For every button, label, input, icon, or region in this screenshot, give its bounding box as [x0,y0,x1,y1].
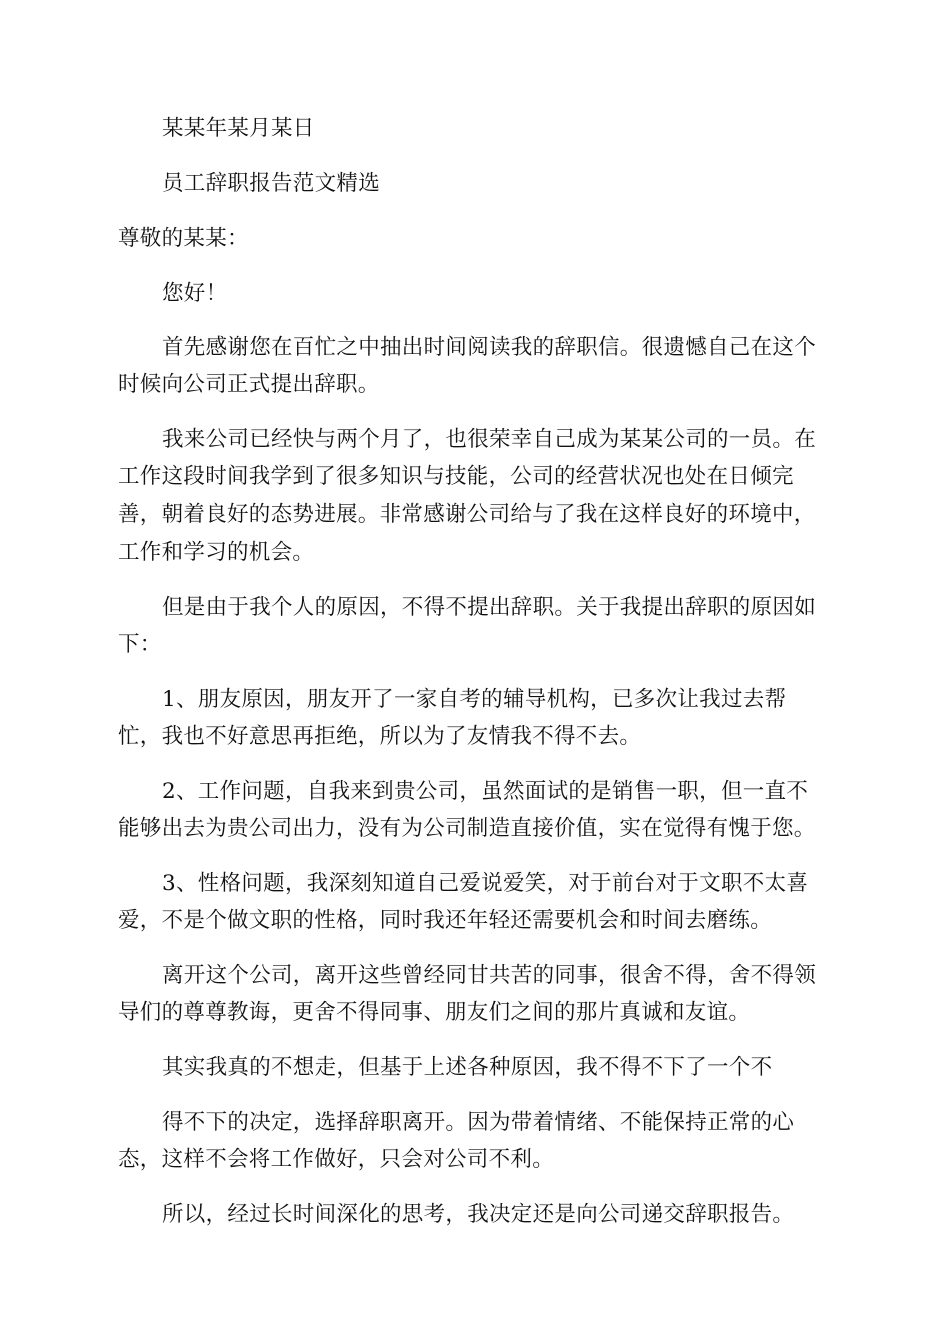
paragraph-2-line-1: 我来公司已经快与两个月了，也很荣幸自己成为某某公司的一员。在 [162,427,817,452]
paragraph-5-line-2: 能够出去为贵公司出力，没有为公司制造直接价值，实在觉得有愧于您。 [118,816,816,841]
paragraph-4-line-1: 1、朋友原因，朋友开了一家自考的辅导机构，已多次让我过去帮 [162,687,787,712]
paragraph-2-line-3: 善，朝着良好的态势进展。非常感谢公司给与了我在这样良好的环境中， [118,502,816,527]
paragraph-1-line-1: 首先感谢您在百忙之中抽出时间阅读我的辞职信。很遗憾自己在这个 [162,335,817,360]
paragraph-3-line-2: 下： [118,632,162,657]
paragraph-7-line-1: 离开这个公司，离开这些曾经同甘共苦的同事，很舍不得，舍不得领 [162,963,817,988]
paragraph-8-line-1: 其实我真的不想走，但基于上述各种原因，我不得不下了一个不 [162,1055,773,1080]
paragraph-3-line-1: 但是由于我个人的原因，不得不提出辞职。关于我提出辞职的原因如 [162,595,817,620]
paragraph-1-line-2: 时候向公司正式提出辞职。 [118,372,380,397]
date-line: 某某年某月某日 [162,116,315,141]
paragraph-9-line-2: 态，这样不会将工作做好，只会对公司不利。 [118,1147,555,1172]
paragraph-9-line-1: 得不下的决定，选择辞职离开。因为带着情绪、不能保持正常的心 [162,1110,795,1135]
greeting: 您好！ [162,281,228,306]
paragraph-2-line-4: 工作和学习的机会。 [118,540,315,565]
document-title: 员工辞职报告范文精选 [162,171,381,196]
paragraph-10-line-1: 所以，经过长时间深化的思考，我决定还是向公司递交辞职报告。 [162,1202,795,1227]
paragraph-2-line-2: 工作这段时间我学到了很多知识与技能，公司的经营状况也处在日倾完 [118,464,794,489]
paragraph-7-line-2: 导们的尊尊教诲，更舍不得同事、朋友们之间的那片真诚和友谊。 [118,1000,751,1025]
salutation: 尊敬的某某： [118,226,249,251]
paragraph-5-line-1: 2、工作问题，自我来到贵公司，虽然面试的是销售一职，但一直不 [162,779,809,804]
paragraph-6-line-1: 3、性格问题，我深刻知道自己爱说爱笑，对于前台对于文职不太喜 [162,871,809,896]
paragraph-6-line-2: 爱，不是个做文职的性格，同时我还年轻还需要机会和时间去磨练。 [118,908,773,933]
paragraph-4-line-2: 忙，我也不好意思再拒绝，所以为了友情我不得不去。 [118,724,642,749]
